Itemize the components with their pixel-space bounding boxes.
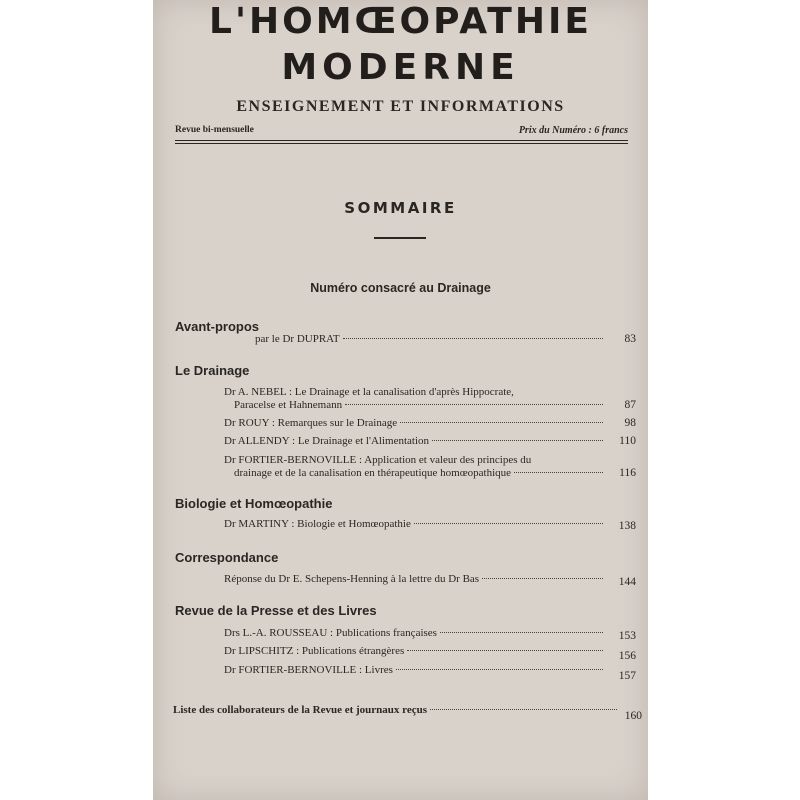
sommaire-divider (374, 237, 426, 239)
entry-first-line: Dr A. NEBEL : Le Drainage et la canalisation d'après Hippocrate, (224, 386, 514, 398)
toc-entry (224, 627, 606, 639)
sommaire-heading: SOMMAIRE (344, 199, 457, 217)
price-label: Prix du Numéro : 6 francs (518, 125, 628, 136)
dot-leader (440, 632, 603, 633)
toc-entry (224, 518, 606, 530)
toc-entry (224, 417, 606, 429)
entry-first-line: Dr FORTIER-BERNOVILLE : Application et valeur des principes du (224, 454, 532, 466)
dot-leader (400, 422, 603, 423)
toc-entry (224, 435, 606, 447)
page-number: 153 (618, 630, 636, 642)
journal-title-line2: MODERNE (281, 47, 520, 88)
toc-entry (255, 333, 606, 345)
entry-text: Réponse du Dr E. Schepens-Henning à la lettre du Dr Bas (224, 573, 480, 585)
entry-text: Paracelse et Hahnemann (234, 399, 343, 411)
toc-entry (224, 664, 606, 676)
toc-entry (234, 467, 606, 479)
dot-leader (430, 709, 617, 710)
page-number: 144 (618, 576, 636, 588)
page-number: 160 (624, 710, 642, 722)
dot-leader (414, 523, 603, 524)
entry-text: Dr ROUY : Remarques sur le Drainage (224, 417, 398, 429)
section-drainage: Le Drainage (175, 363, 250, 378)
journal-page (153, 0, 648, 800)
header-rule-top (175, 140, 628, 141)
dot-leader (343, 338, 603, 339)
journal-title-line1: L'HOMŒOPATHIE (209, 1, 592, 42)
dot-leader (514, 472, 603, 473)
section-avant-propos: Avant-propos (175, 319, 260, 334)
page-number: 156 (618, 650, 636, 662)
section-correspondance: Correspondance (175, 550, 279, 565)
toc-entry (224, 573, 606, 585)
dot-leader (345, 404, 603, 405)
page-number: 83 (624, 333, 636, 345)
entry-text: Drs L.-A. ROUSSEAU : Publications françaises (224, 627, 437, 639)
section-revue: Revue de la Presse et des Livres (175, 603, 377, 618)
page-number: 110 (619, 435, 636, 447)
entry-text: drainage et de la canalisation en thérapeutique homœopathique (234, 467, 512, 479)
toc-entry-liste (173, 704, 620, 716)
entry-text: Liste des collaborateurs de la Revue et journaux reçus (173, 704, 427, 716)
dot-leader (396, 669, 603, 670)
entry-text: par le Dr DUPRAT (255, 333, 340, 345)
entry-text: Dr FORTIER-BERNOVILLE : Livres (224, 664, 393, 676)
journal-subtitle: ENSEIGNEMENT ET INFORMATIONS (236, 98, 565, 115)
toc-entry (234, 399, 606, 411)
toc-entry (224, 645, 606, 657)
entry-text: Dr ALLENDY : Le Drainage et l'Alimentation (224, 435, 430, 447)
dot-leader (407, 650, 603, 651)
dot-leader (482, 578, 603, 579)
page-number: 116 (619, 467, 636, 479)
entry-text: Dr LIPSCHITZ : Publications étrangères (224, 645, 405, 657)
frequency-label: Revue bi-mensuelle (175, 125, 254, 135)
section-biologie: Biologie et Homœopathie (175, 496, 333, 511)
page-number: 87 (624, 399, 636, 411)
entry-text: Dr MARTINY : Biologie et Homœopathie (224, 518, 411, 530)
header-rule-bottom (175, 143, 628, 144)
dot-leader (432, 440, 603, 441)
page-number: 138 (618, 520, 636, 532)
dedication-line: Numéro consacré au Drainage (310, 281, 491, 295)
page-number: 98 (624, 417, 636, 429)
page-number: 157 (618, 670, 636, 682)
